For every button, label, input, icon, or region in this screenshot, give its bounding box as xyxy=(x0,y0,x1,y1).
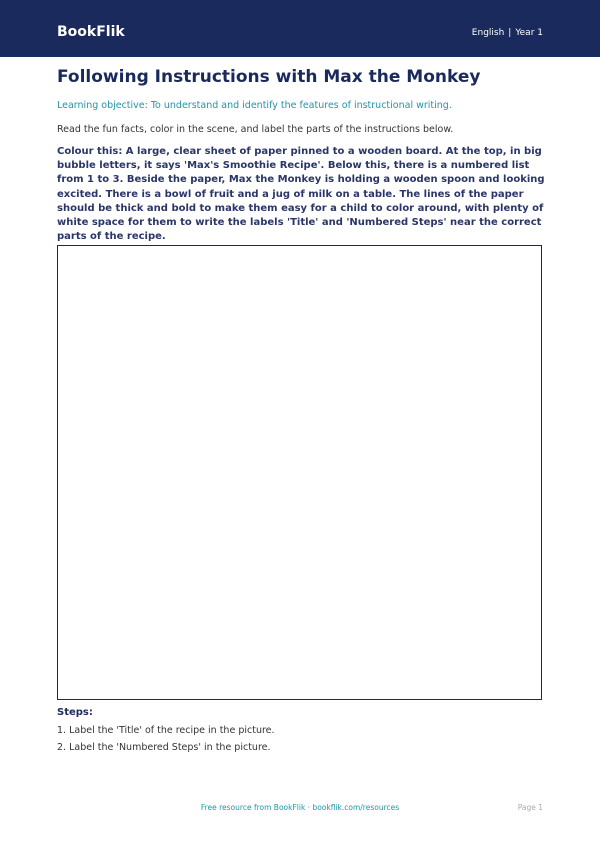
colour-prompt: Colour this: A large, clear sheet of paper pinned to a wooden board. At the top, in big bubble letters, it says 'Max's Smoothie Recipe'. Below this, there is a numbered list from 1 to 3. Beside the paper, Max the Monkey is holding a wooden spoon and looking excited. There is a bowl of fruit and a jug of milk on a table. The lines of the paper should be thick and bold to make them easy for a child to color around, with plenty of white space for them to write the labels 'Title' and 'Numbered Steps' near the correct parts of the recipe. xyxy=(57,146,545,243)
brand-logo-text: BookFlik xyxy=(57,24,125,40)
intro-text: Read the fun facts, color in the scene, and label the parts of the instructions below. xyxy=(57,124,454,135)
learning-objective: Learning objective: To understand and identify the features of instructional writing. xyxy=(57,100,452,111)
year-label: Year 1 xyxy=(515,28,543,38)
subject-label: English xyxy=(471,28,505,38)
page-header xyxy=(0,0,600,57)
meta-separator: | xyxy=(508,28,512,38)
footer-credit: Free resource from BookFlik · bookflik.com/resources xyxy=(200,803,400,812)
steps-heading: Steps: xyxy=(57,707,93,718)
subject-year-label xyxy=(472,28,543,39)
step-item-1: 1. Label the 'Title' of the recipe in the picture. xyxy=(57,725,275,736)
page-number: Page 1 xyxy=(517,803,543,812)
colouring-area[interactable] xyxy=(57,245,542,700)
page-title: Following Instructions with Max the Monkey xyxy=(57,67,481,87)
step-item-2: 2. Label the 'Numbered Steps' in the picture. xyxy=(57,742,271,753)
